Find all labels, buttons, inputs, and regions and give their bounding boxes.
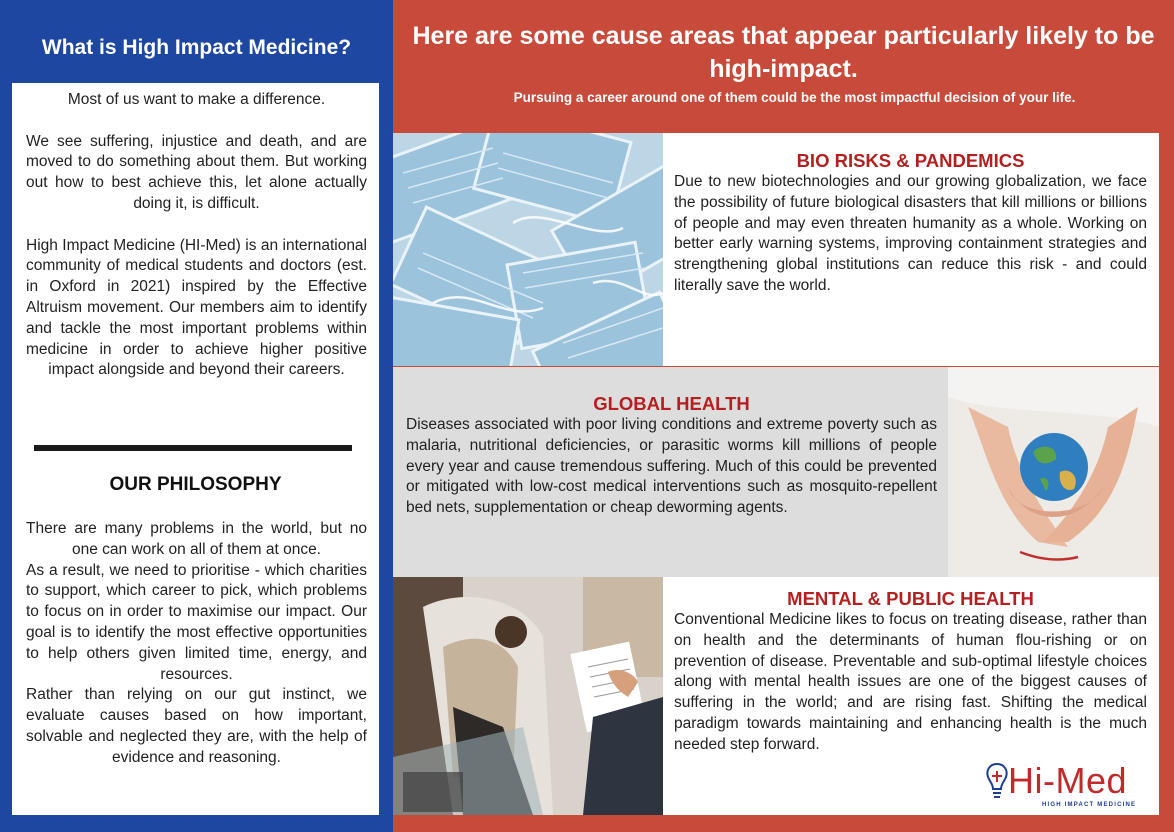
philosophy-paragraph: As a result, we need to prioritise - which charities to support, which career to pick, which problems to focus on in order to maximise our impact. Our goal is to identify the most effective opportunities to help others given limited time, energy, and resources. [26, 561, 367, 683]
cause-bio-risks [393, 133, 1159, 366]
cause-title: MENTAL & PUBLIC HEALTH [787, 588, 1034, 609]
philosophy-paragraph: There are many problems in the world, but no one can work on all of them at once. [26, 520, 367, 558]
therapy-session-photo [393, 577, 663, 815]
philosophy-title: OUR PHILOSOPHY [109, 474, 282, 495]
cause-body: Conventional Medicine likes to focus on treating disease, rather than on health and the determinants of human flou-rishing or on prevention of disease. Preventable and sub-optimal lifestyle choices along with mental health issues are one of the biggest causes of suffering in the world; and are rising fast. Shifting the medical paradigm towards maintaining and enhancing health is the much needed step forward. [674, 611, 1147, 753]
intro-card [12, 83, 379, 815]
section-divider [34, 445, 352, 451]
cause-body: Diseases associated with poor living conditions and extreme poverty such as malaria, nutritional deficiencies, or parasitic worms kill millions of people every year and cause tremendous suffering. Much of this could be prevented or mitigated with low-cost medical interventions such as mosquito-repellent bed nets, supplementation or cheap deworming agents. [406, 416, 937, 517]
lightbulb-icon [984, 762, 1010, 802]
right-header [393, 20, 1174, 105]
philosophy-paragraph: Rather than relying on our gut instinct, we evaluate causes based on how important, solvable and neglected they are, with the help of evidence and reasoning. [26, 686, 367, 766]
mental-health-block [674, 588, 1147, 756]
bio-risks-block [674, 150, 1147, 297]
cause-title: GLOBAL HEALTH [593, 393, 750, 414]
logo-tagline: HIGH IMPACT MEDICINE [1042, 802, 1137, 808]
hi-med-logo [984, 760, 1154, 810]
left-panel [0, 0, 393, 832]
intro-paragraph: We see suffering, injustice and death, and are moved to do something about them. But working out how to best achieve this, let alone actually doing it, is difficult. [26, 132, 367, 212]
cause-body: Due to new biotechnologies and our growing globalization, we face the possibility of future biological disasters that kill millions or billions of people and may even threaten humanity as a whole. Working on better early warning systems, improving containment strategies and strengthening global institutions can reduce this risk - and could literally save the world. [674, 173, 1147, 294]
hands-globe-photo [948, 367, 1159, 577]
intro-paragraph: High Impact Medicine (HI-Med) is an international community of medical students and doctors (est. in Oxford in 2021) inspired by the Effective Altruism movement. Our members aim to identify and tackle the most important problems within medicine in order to achieve higher positive impact alongside and beyond their careers. [26, 236, 367, 379]
face-masks-photo [393, 133, 663, 366]
philosophy-text [26, 519, 367, 769]
logo-name: Hi-Med [1008, 760, 1128, 801]
headline: Here are some cause areas that appear particularly likely to be high-impact. [412, 22, 1155, 83]
global-health-block [406, 393, 937, 519]
intro-text [26, 90, 367, 402]
cause-title: BIO RISKS & PANDEMICS [796, 150, 1025, 171]
left-title: What is High Impact Medicine? [41, 36, 352, 59]
cause-global-health [393, 367, 1159, 577]
subheadline: Pursuing a career around one of them could be the most impactful decision of your life. [513, 90, 1076, 105]
intro-paragraph: Most of us want to make a difference. [67, 91, 326, 108]
